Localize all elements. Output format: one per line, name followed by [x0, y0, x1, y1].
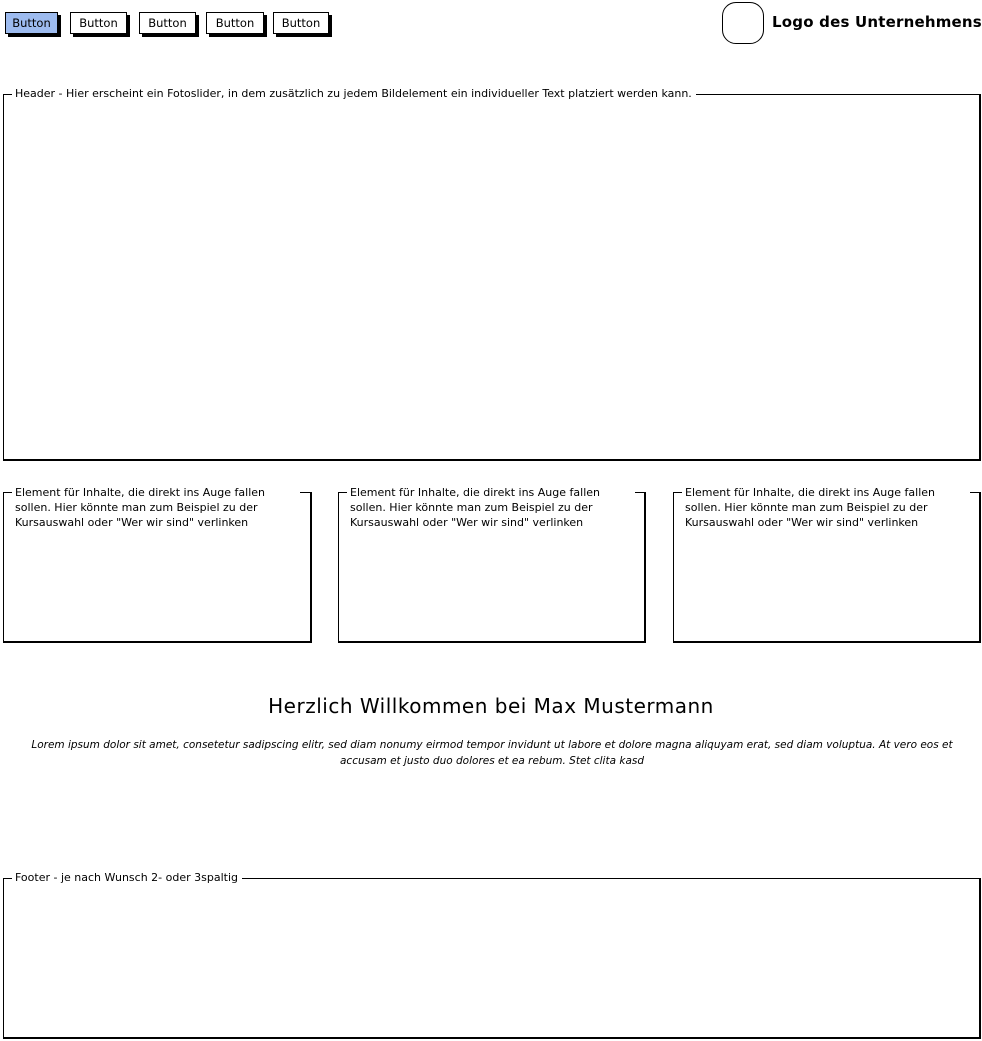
content-box-label: Element für Inhalte, die direkt ins Auge fallen sollen. Hier könnte man zum Beispiel zu der Kursauswahl oder "Wer wir sind" verlinken — [347, 485, 635, 530]
nav-button-1[interactable]: Button — [5, 12, 58, 34]
content-box-3 — [673, 486, 981, 643]
content-box-2 — [338, 486, 646, 643]
welcome-title: Herzlich Willkommen bei Max Mustermann — [268, 694, 714, 718]
footer-label: Footer - je nach Wunsch 2- oder 3spaltig — [12, 870, 242, 885]
welcome-text: Lorem ipsum dolor sit amet, consetetur sadipscing elitr, sed diam nonumy eirmod tempor invidunt ut labore et dolore magna aliquyam erat, sed diam voluptua. At vero eos et accusam et justo duo dolores et ea rebum. Stet clita kasd — [31, 739, 953, 767]
nav-button-5[interactable]: Button — [273, 12, 329, 34]
header-label: Header - Hier erscheint ein Fotoslider, in dem zusätzlich zu jedem Bildelement ein individueller Text platziert werden kann. — [12, 86, 696, 101]
nav-button-2[interactable]: Button — [70, 12, 127, 34]
nav-button-4[interactable]: Button — [206, 12, 264, 34]
nav-button-3[interactable]: Button — [139, 12, 196, 34]
content-box-label: Element für Inhalte, die direkt ins Auge fallen sollen. Hier könnte man zum Beispiel zu der Kursauswahl oder "Wer wir sind" verlinken — [682, 485, 970, 530]
header-slider-frame — [3, 87, 981, 461]
footer-frame — [3, 871, 981, 1039]
content-box-label: Element für Inhalte, die direkt ins Auge fallen sollen. Hier könnte man zum Beispiel zu der Kursauswahl oder "Wer wir sind" verlinken — [12, 485, 300, 530]
content-box-1 — [3, 486, 312, 643]
logo-text: Logo des Unternehmens — [772, 13, 982, 31]
logo-placeholder[interactable] — [722, 2, 764, 44]
